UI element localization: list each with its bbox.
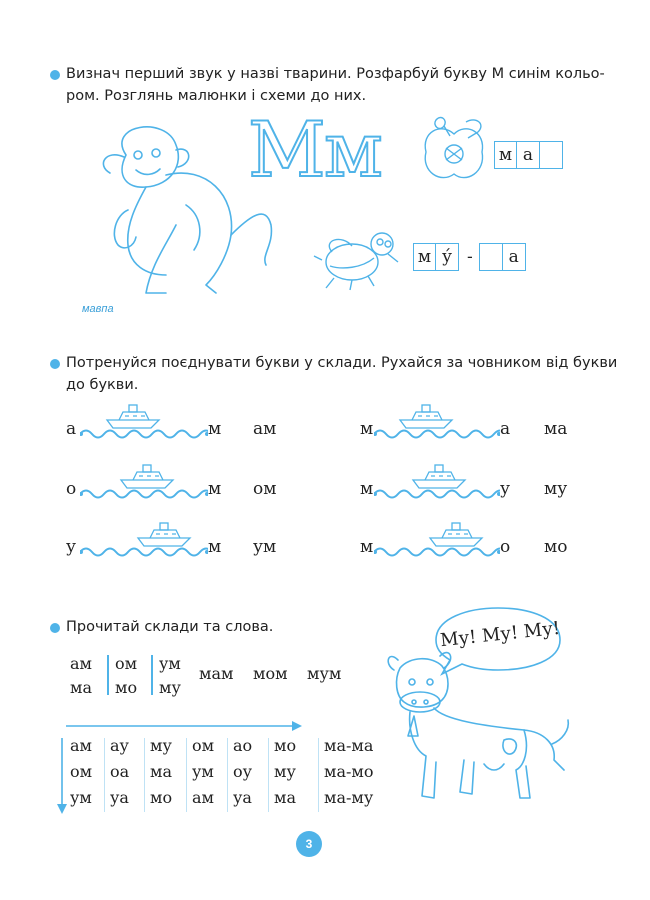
fly-illustration — [312, 222, 402, 292]
row-result-syllable: мо — [544, 537, 568, 557]
boat-icon — [119, 462, 177, 490]
scheme-cell — [479, 243, 503, 271]
row-end-letter: м — [208, 479, 222, 499]
grid-cell: мо — [274, 736, 297, 755]
scheme-cell: ý — [435, 243, 459, 271]
row-start-letter: м — [360, 479, 374, 499]
boat-icon — [136, 520, 194, 548]
task1-instruction-line2: ром. Розглянь малюнки і схеми до них. — [66, 88, 367, 104]
bullet-task1 — [50, 70, 60, 80]
grid-cell: ао — [233, 736, 253, 755]
syllable-grid — [70, 736, 400, 816]
grid-cell: ма — [274, 788, 296, 807]
row-end-letter: м — [208, 419, 222, 439]
row-end-letter: о — [500, 537, 511, 557]
scheme-cell: м — [413, 243, 437, 271]
pair-2-bottom: мо — [115, 678, 138, 697]
grid-cell: ма-му — [324, 788, 374, 807]
big-letters-mm: Мм — [248, 105, 381, 194]
grid-cell: уа — [110, 788, 129, 807]
boat-icon — [428, 520, 486, 548]
grid-divider — [186, 738, 187, 812]
row-end-letter: у — [500, 479, 511, 499]
row-result-syllable: му — [544, 479, 568, 499]
grid-cell: оа — [110, 762, 130, 781]
row-start-letter: а — [66, 419, 77, 439]
grid-cell: оу — [233, 762, 253, 781]
speech-text: Му! Му! Му! — [439, 617, 561, 652]
scheme-fly — [414, 243, 526, 271]
page-number: 3 — [296, 831, 322, 857]
task2-instruction-line2: до букви. — [66, 377, 139, 393]
scheme-cell: м — [494, 141, 518, 169]
bullet-task2 — [50, 359, 60, 369]
pair-divider — [107, 655, 109, 695]
grid-cell: ма-ма — [324, 736, 374, 755]
pair-divider — [151, 655, 153, 695]
scheme-cell: а — [502, 243, 526, 271]
scheme-dash: - — [467, 247, 473, 267]
grid-cell: ум — [70, 788, 92, 807]
grid-cell: ам — [70, 736, 92, 755]
vertical-arrow — [56, 738, 68, 818]
scheme-poppy — [495, 141, 563, 169]
grid-cell: ом — [70, 762, 93, 781]
boat-icon — [411, 462, 469, 490]
word-1: мам — [199, 664, 234, 683]
row-end-letter: м — [208, 537, 222, 557]
monkey-label: мавпа — [82, 303, 114, 315]
scheme-cell: а — [516, 141, 540, 169]
pair-3-bottom: му — [159, 678, 181, 697]
grid-cell: ма — [150, 762, 172, 781]
pair-3-top: ум — [159, 654, 181, 673]
row-start-letter: у — [66, 537, 77, 557]
pair-2-top: ом — [115, 654, 138, 673]
grid-cell: ау — [110, 736, 129, 755]
grid-cell: ам — [192, 788, 214, 807]
grid-cell: му — [150, 736, 172, 755]
task1-instruction-line1: Визнач перший звук у назві тварини. Розфарбуй букву М синім кольо- — [66, 66, 605, 82]
row-start-letter: м — [360, 537, 374, 557]
task2-instruction-line1: Потренуйся поєднувати букви у склади. Рухайся за човником від букви — [66, 355, 618, 371]
boat-icon — [105, 402, 163, 430]
scheme-cell — [539, 141, 563, 169]
grid-divider — [318, 738, 319, 812]
task3-instruction: Прочитай склади та слова. — [66, 619, 274, 635]
row-end-letter: а — [500, 419, 511, 439]
row-start-letter: о — [66, 479, 77, 499]
grid-divider — [268, 738, 269, 812]
grid-cell: мо — [150, 788, 173, 807]
boat-icon — [398, 402, 456, 430]
row-result-syllable: ма — [544, 419, 568, 439]
grid-cell: ма-мо — [324, 762, 374, 781]
word-2: мом — [253, 664, 288, 683]
grid-cell: ом — [192, 736, 215, 755]
pair-1-bottom: ма — [70, 678, 92, 697]
word-3: мум — [307, 664, 342, 683]
grid-divider — [104, 738, 105, 812]
row-result-syllable: ом — [253, 479, 277, 499]
grid-divider — [144, 738, 145, 812]
grid-cell: ум — [192, 762, 214, 781]
grid-cell: уа — [233, 788, 252, 807]
row-result-syllable: ам — [253, 419, 277, 439]
row-start-letter: м — [360, 419, 374, 439]
grid-divider — [227, 738, 228, 812]
pair-1-top: ам — [70, 654, 92, 673]
row-result-syllable: ум — [253, 537, 277, 557]
grid-cell: му — [274, 762, 296, 781]
poppy-illustration — [416, 112, 492, 192]
cow-illustration — [374, 640, 574, 808]
bullet-task3 — [50, 623, 60, 633]
horizontal-arrow — [66, 720, 306, 732]
